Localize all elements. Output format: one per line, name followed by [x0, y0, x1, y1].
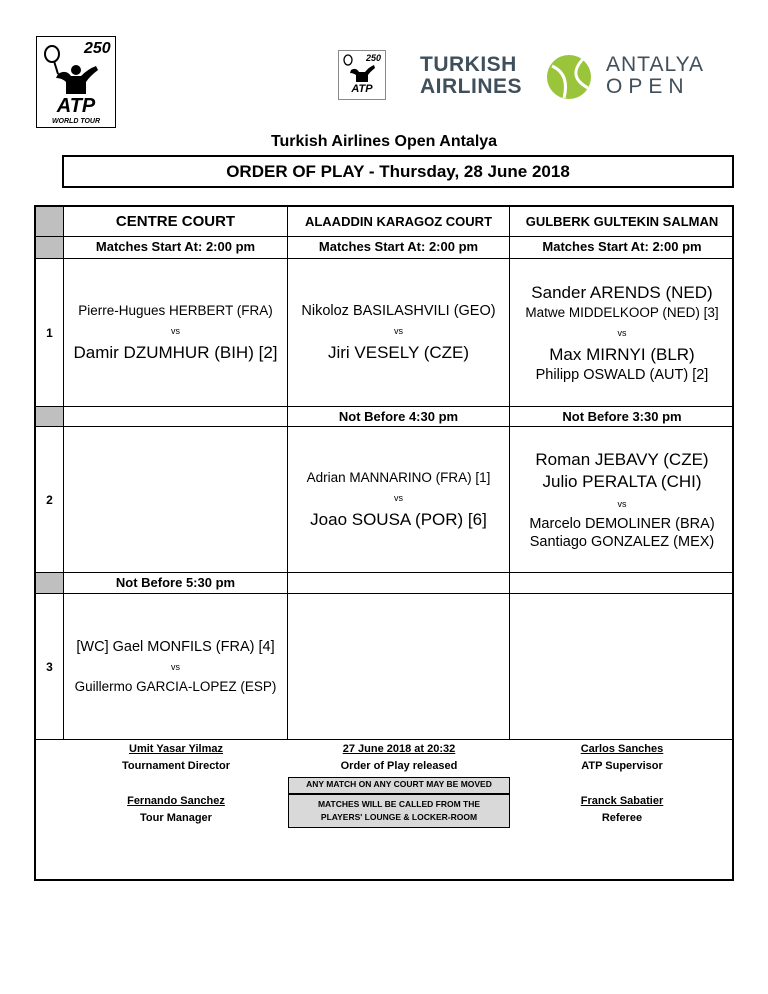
player-name: Pierre-Hugues HERBERT (FRA) — [78, 302, 273, 318]
match-number: 1 — [36, 259, 64, 407]
release-text: Order of Play released — [340, 760, 458, 772]
player-name: [WC] Gael MONFILS (FRA) [4] — [76, 638, 275, 655]
corner-cell — [36, 207, 64, 237]
director-block — [64, 741, 288, 827]
row-label-cell — [36, 237, 64, 259]
atp-tier-text: 250 — [84, 40, 111, 57]
svg-text:ATP: ATP — [351, 83, 373, 95]
player-name: Joao SOUSA (POR) [6] — [310, 509, 487, 529]
player-name: Guillermo GARCIA-LOPEZ (ESP) — [74, 678, 277, 694]
match-cell — [510, 259, 734, 407]
player-name: Max MIRNYI (BLR) — [549, 344, 695, 364]
release-block — [288, 741, 510, 775]
court-header-gulberk: GULBERK GULTEKIN SALMAN — [510, 207, 734, 237]
schedule-grid — [34, 205, 734, 881]
atp-250-logo — [36, 36, 116, 128]
empty-match-cell — [64, 427, 288, 573]
atp-250-small-logo — [338, 50, 386, 100]
match-cell — [64, 259, 288, 407]
empty-match-cell — [288, 594, 510, 740]
release-date: 27 June 2018 at 20:32 — [342, 743, 456, 755]
supervisor-title: ATP Supervisor — [581, 760, 663, 772]
player-name: Julio PERALTA (CHI) — [542, 471, 702, 491]
player-name: Nikoloz BASILASHVILI (GEO) — [301, 302, 496, 319]
court-header-centre: CENTRE COURT — [64, 207, 288, 237]
manager-title: Tour Manager — [140, 812, 212, 824]
supervisor-block — [510, 741, 734, 827]
match-cell — [288, 259, 510, 407]
not-before-note — [288, 573, 510, 594]
match-number: 2 — [36, 427, 64, 573]
vs-label: vs — [171, 661, 180, 672]
event-wordmark: ANTALYA OPEN — [606, 53, 705, 98]
not-before-note: Not Before 3:30 pm — [510, 407, 734, 427]
player-name: Philipp OSWALD (AUT) [2] — [535, 366, 709, 383]
tennis-ball-icon — [544, 54, 594, 100]
match-cell — [64, 594, 288, 740]
referee-name: Franck Sabatier — [580, 795, 664, 807]
not-before-note: Not Before 4:30 pm — [288, 407, 510, 427]
order-of-play-title: ORDER OF PLAY - Thursday, 28 June 2018 — [62, 155, 734, 188]
vs-label: vs — [617, 498, 627, 509]
start-time-gulberk: Matches Start At: 2:00 pm — [510, 237, 734, 259]
match-number: 3 — [36, 594, 64, 740]
sponsor-wordmark: TURKISH AIRLINES — [420, 53, 523, 98]
player-name: Marcelo DEMOLINER (BRA) — [529, 515, 715, 532]
svg-text:250: 250 — [366, 53, 382, 63]
row-label-cell — [36, 573, 64, 594]
notice-called-from: MATCHES WILL BE CALLED FROM THE PLAYERS' LOUNGE & LOCKER-ROOM — [288, 794, 510, 828]
match-cell — [510, 427, 734, 573]
vs-label: vs — [171, 325, 180, 336]
row-label-cell — [36, 407, 64, 427]
player-name: Matwe MIDDELKOOP (NED) [3] — [525, 304, 719, 320]
not-before-note: Not Before 5:30 pm — [64, 573, 288, 594]
player-name: Santiago GONZALEZ (MEX) — [529, 533, 715, 550]
not-before-note — [510, 573, 734, 594]
atp-text: ATP — [56, 95, 96, 117]
vs-label: vs — [394, 325, 403, 336]
court-header-alaaddin: ALAADDIN KARAGOZ COURT — [288, 207, 510, 237]
player-name: Sander ARENDS (NED) — [531, 282, 713, 302]
match-cell — [288, 427, 510, 573]
player-name: Damir DZUMHUR (BIH) [2] — [73, 342, 278, 362]
notice-match-moved: ANY MATCH ON ANY COURT MAY BE MOVED — [288, 777, 510, 794]
referee-title: Referee — [601, 812, 643, 824]
not-before-note — [64, 407, 288, 427]
director-name: Umit Yasar Yilmaz — [129, 743, 223, 755]
player-name: Adrian MANNARINO (FRA) [1] — [306, 469, 491, 485]
start-time-centre: Matches Start At: 2:00 pm — [64, 237, 288, 259]
vs-label: vs — [394, 492, 403, 503]
atp-subtext: WORLD TOUR — [51, 118, 101, 125]
vs-label: vs — [617, 327, 627, 338]
turkish-airlines-antalya-open-logo — [420, 54, 720, 104]
player-name: Jiri VESELY (CZE) — [327, 342, 470, 362]
manager-name: Fernando Sanchez — [127, 795, 225, 807]
supervisor-name: Carlos Sanches — [580, 743, 664, 755]
director-title: Tournament Director — [122, 760, 230, 772]
player-name: Roman JEBAVY (CZE) — [535, 449, 709, 469]
start-time-alaaddin: Matches Start At: 2:00 pm — [288, 237, 510, 259]
tournament-title: Turkish Airlines Open Antalya — [270, 133, 498, 150]
empty-match-cell — [510, 594, 734, 740]
